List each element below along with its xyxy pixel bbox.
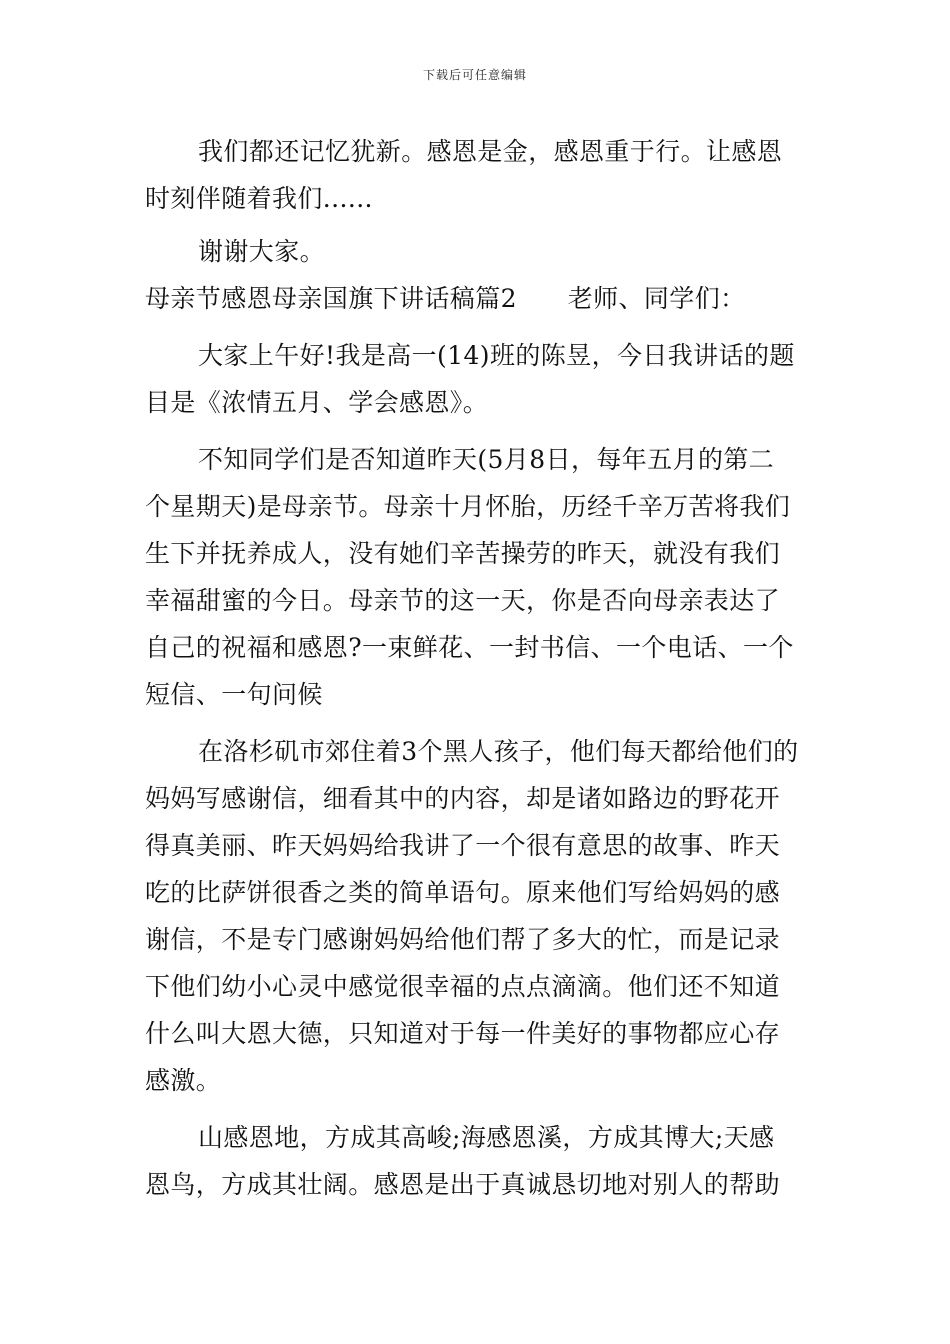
paragraph-line: 下他们幼小心灵中感觉很幸福的点点滴滴。他们还不知道 — [145, 972, 781, 1001]
paragraph-line: 山感恩地，方成其高峻;海感恩溪，方成其博大;天感 — [198, 1123, 775, 1152]
paragraph-line: 个星期天)是母亲节。母亲十月怀胎，历经千辛万苦将我们 — [145, 492, 791, 521]
section-heading: 母亲节感恩母亲国旗下讲话稿篇2 老师、同学们： — [145, 284, 746, 313]
paragraph-line: 幸福甜蜜的今日。母亲节的这一天，你是否向母亲表达了 — [145, 586, 781, 615]
paragraph-line: 感激。 — [145, 1066, 222, 1095]
body-text — [145, 128, 810, 1208]
paragraph-line: 目是《浓情五月、学会感恩》。 — [145, 388, 489, 417]
paragraph-line: 什么叫大恩大德，只知道对于每一件美好的事物都应心存 — [145, 1019, 781, 1048]
paragraph-line: 吃的比萨饼很香之类的简单语句。原来他们写给妈妈的感 — [145, 878, 781, 907]
paragraph-line: 自己的祝福和感恩?一束鲜花、一封书信、一个电话、一个 — [145, 633, 794, 662]
paragraph-line: 谢谢大家。 — [198, 237, 326, 266]
paragraph-line: 大家上午好!我是高一(14)班的陈昱，今日我讲话的题 — [198, 341, 795, 370]
paragraph-line: 短信、一句问候 — [145, 680, 323, 709]
paragraph-line: 我们都还记忆犹新。感恩是金，感恩重于行。让感恩 — [198, 137, 783, 166]
paragraph-line: 得真美丽、昨天妈妈给我讲了一个很有意思的故事、昨天 — [145, 831, 781, 860]
paragraph-line: 在洛杉矶市郊住着3个黑人孩子，他们每天都给他们的 — [198, 737, 799, 766]
paragraph-line: 谢信，不是专门感谢妈妈给他们帮了多大的忙，而是记录 — [145, 925, 781, 954]
page-header: 下载后可任意编辑 — [422, 68, 527, 82]
paragraph-line: 恩鸟，方成其壮阔。感恩是出于真诚恳切地对别人的帮助 — [145, 1170, 781, 1199]
paragraph-line: 时刻伴随着我们...... — [145, 184, 373, 213]
paragraph-line: 妈妈写感谢信，细看其中的内容，却是诸如路边的野花开 — [145, 784, 781, 813]
paragraph-line: 生下并抚养成人，没有她们辛苦操劳的昨天，就没有我们 — [145, 539, 781, 568]
paragraph-line: 不知同学们是否知道昨天(5月8日，每年五月的第二 — [198, 445, 775, 474]
